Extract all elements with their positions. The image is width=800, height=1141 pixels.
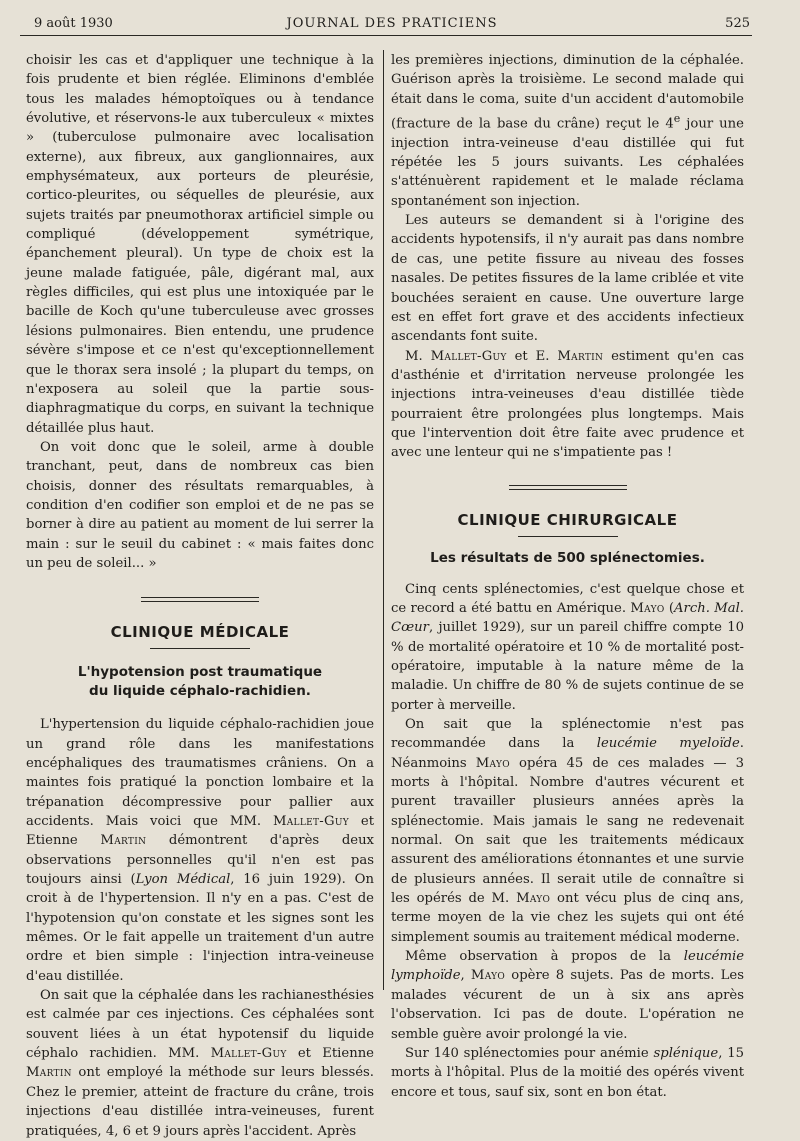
text-run: , juillet 1929), sur un pareil chiffre compte 10 % de mortalité opératoire et 10 % de mortalité post-opératoire, imputable à la nature même de la maladie. Un chiffre de 80 % de sujets continue de se porter à merveille.: [391, 620, 744, 713]
text-run: L'hypertension du liquide céphalo-rachidien joue un grand rôle dans les manifestations encéphaliques des traumatismes crâniens. On a maintes fois pratiqué la ponction lombaire et la trépanation décompressive pour pallier aux accidents. Mais voici que MM.: [26, 717, 374, 829]
author-name: Martin: [26, 1065, 72, 1081]
paragraph-fissures: Les auteurs se demandent si à l'origine des accidents hypotensifs, il n'y aurait pas dans nombre de cas, une petite fissure au niveau des fosses nasales. De petites fissures de la lame criblée et vite bouchées seraient en cause. Une ouverture large est en effet fort grave et des accidents infectieux ascendants font suite.: [391, 213, 744, 345]
paragraph-injections: [391, 51, 744, 211]
text-run: ont employé la méthode sur leurs blessés. Chez le premier, atteint de fracture du crâne, trois injections d'eau distillée intra-veineuses, furent pratiquées, 4, 6 et 9 jours après l'accident. Après: [26, 1065, 374, 1139]
author-name: Mayo: [475, 755, 510, 771]
text-run: Cinq cents splénectomies, c'est quelque chose et ce record a été battu en Amérique.: [391, 581, 744, 616]
column-divider: [383, 50, 384, 990]
disease-term: splénique: [653, 1045, 719, 1061]
section-title-clinique-chirurgicale: CLINIQUE CHIRURGICALE: [457, 510, 678, 529]
paragraph-hypertension: [26, 715, 374, 986]
paragraph-anemie-splenique: [391, 1044, 744, 1102]
article-title-splenectomies: Les résultats de 500 splénectomies.: [430, 549, 705, 566]
text-run: , 16 juin 1929). On croit à de l'hypertension. Il n'y en a pas. C'est de l'hypotension qu'on constate et les signes sont les mêmes. Or le fait appelle un traitement d'un autre ordre et bien simple : l'injection intra-veineuse d'eau distillée.: [26, 872, 374, 984]
article-title-line: L'hypotension post traumatique: [77, 664, 323, 681]
text-run: estiment qu'en cas d'asthénie et d'irritation nerveuse prolongée les injections intra-veineuses d'eau distillée tiède pourraient être prolongées plus longtemps. Mais que l'intervention doit être faite avec prudence et avec une lenteur qui ne s'impatiente pas !: [391, 348, 745, 461]
author-name: Martin: [100, 833, 147, 849]
header-rule: [20, 35, 752, 36]
left-column: [26, 51, 374, 1141]
article-title-hypotension: [26, 663, 374, 701]
text-run: opéra 45 de ces malades — 3 morts à l'hôpital. Nombre d'autres vécurent et purent travailler plusieurs années après la splénectomie. Mais jamais le sang ne redevenait normal. On sait que les traitements médicaux assurent des améliorations étonnantes et une survie de plusieurs années. Il serait utile de connaître si les opérés de M.: [391, 755, 744, 907]
journal-reference: Arch. Mal. Cœur: [391, 600, 744, 636]
text-run: ont vécu plus de cinq ans, terme moyen de la vie chez les sujets qui ont été simplement soumis au traitement médical moderne.: [391, 891, 745, 945]
text-run: . Néanmoins: [391, 736, 744, 771]
journal-reference: Lyon Médical: [135, 872, 231, 888]
paragraph-cephalee: [26, 986, 374, 1141]
author-name: Mayo: [630, 600, 665, 616]
author-name: Mayo: [516, 891, 551, 907]
page-header: [34, 12, 750, 36]
author-name: Mallet-Guy: [272, 814, 349, 829]
text-run: ,: [460, 968, 471, 984]
text-run: Sur 140 splénectomies pour anémie: [405, 1045, 654, 1061]
header-page-number: 525: [725, 16, 750, 31]
disease-term: leucémie myeloïde: [596, 736, 740, 752]
text-run: démontrent d'après deux observations personnelles qu'il n'en est pas toujours ainsi (: [26, 833, 374, 888]
text-run: et Etienne: [26, 814, 375, 849]
text-run: Même observation à propos de la: [405, 949, 684, 965]
text-run: On sait que la céphalée dans les rachianesthésies est calmée par ces injections. Ces céphalées sont souvent liées à un état hypotensif du liquide céphalo rachidien. MM.: [26, 988, 374, 1062]
text-run: , 15 morts à l'hôpital. Plus de la moitié des opérés vivent encore et tous, sauf six, sont en bon état.: [391, 1045, 744, 1100]
text-run: les premières injections, diminution de la céphalée. Guérison après la troisième. Le second malade qui était dans le coma, suite d'un accident d'automobile (fracture de la base du crâne) reçut le 4: [391, 53, 744, 132]
author-name: Mayo: [470, 968, 506, 984]
text-run: (: [664, 600, 674, 616]
paragraph-leucemie-myeloide: [391, 715, 744, 947]
text-run: et Etienne: [286, 1046, 374, 1062]
text-run: M.: [405, 348, 431, 364]
text-run: et E.: [506, 348, 558, 364]
paragraph-leucemie-lymphoide: [391, 947, 744, 1044]
paragraph-sun-therapy: choisir les cas et d'appliquer une technique à la fois prudente et bien réglée. Eliminons d'emblée tous les malades hémoptoïques ou à tendance évolutive, et réservons-le aux tuberculeux « mixtes » (tuberculose pulmonaire avec localisation externe), aux fibreux, aux ganglionnaires, aux emphysémateux, aux porteurs de pleurésie, cortico-pleurites, ou séquelles de pleurésie, aux sujets traités par pneumothorax artificiel simple ou compliqué (développement symétrique, épanchement pleural). Un type de choix est la jeune malade fatiguée, pâle, digérant mal, aux règles difficiles, qui est plus une intoxiquée par le bacille de Koch qu'une tuberculeuse avec grosses lésions pulmonaires. Bien entendu, une prudence sévère s'impose et ce n'est qu'exceptionnellement que le thorax sera insolé ; la plupart du temps, on n'exposera au soleil que la partie sous-diaphragmatique du corps, en suivant la technique détaillée plus haut.: [26, 53, 374, 436]
paragraph-asthenie: [391, 347, 744, 463]
author-name: Mallet-Guy: [430, 348, 507, 364]
paragraph-cinq-cents: [391, 580, 744, 715]
text-run: On sait que la splénectomie n'est pas recommandée dans la: [391, 717, 744, 752]
text-run: jour une injection intra-veineuse d'eau distillée qui fut répétée les 5 jours suivants. Les céphalées s'atténuèrent rapidement et le malade réclama spontanément son injection.: [391, 116, 744, 209]
right-column: [391, 51, 744, 1102]
text-run: opère 8 sujets. Pas de morts. Les malades vécurent de un à six ans après l'observation. Ici pas de doute. L'opération ne semble guère avoir prolongé la vie.: [391, 968, 744, 1042]
author-name: Martin: [557, 348, 604, 364]
author-name: Mallet-Guy: [210, 1046, 287, 1062]
disease-term: leucémie lymphoïde: [391, 949, 744, 984]
header-date: 9 août 1930: [34, 16, 113, 31]
header-journal-title: JOURNAL DES PRATICIENS: [286, 16, 498, 31]
superscript: e: [673, 112, 681, 126]
article-title-line: du liquide céphalo-rachidien.: [89, 683, 311, 700]
paragraph-sun-conclusion: On voit donc que le soleil, arme à double tranchant, peut, dans de nombreux cas bien choisis, donner des résultats remarquables, à condition d'en codifier son emploi et de ne pas se borner à dire au patient au moment de lui serrer la main : sur le seuil du cabinet : « mais faites donc un peu de soleil... »: [26, 439, 374, 571]
section-title-clinique-medicale: CLINIQUE MÉDICALE: [110, 623, 290, 642]
